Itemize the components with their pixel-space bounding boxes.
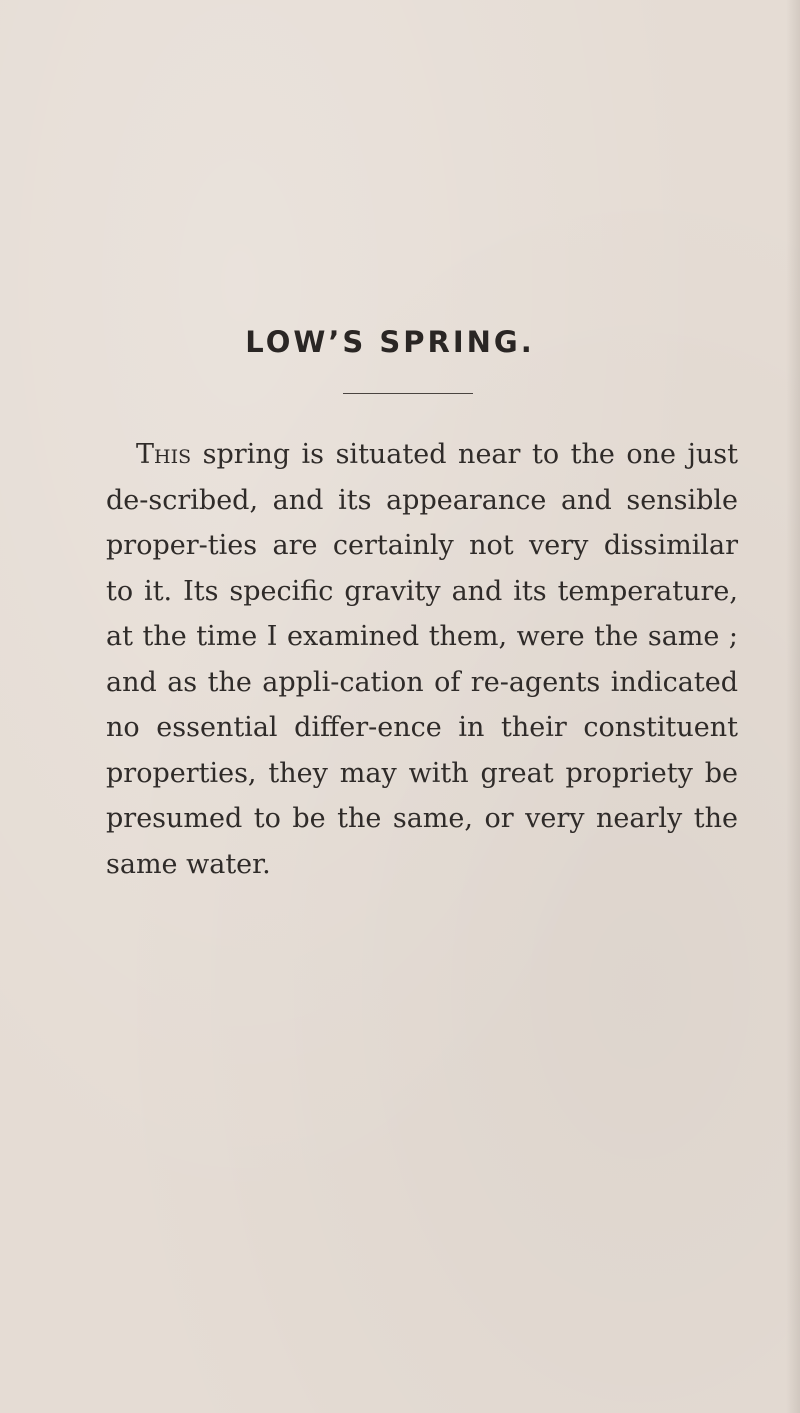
body-paragraph — [106, 432, 738, 887]
title-divider-rule — [343, 393, 473, 394]
paragraph-text: spring is situated near to the one just de-scribed, and its appearance and sensible proper-ties are certainly not very dissimilar to it. Its specific gravity and its temperature, at the time I examined them, were the same ; and as the appli-cation of re-agents indicated no essential differ-ence in their constituent properties, they may with great propriety be presumed to be the same, or very nearly the same water. — [106, 439, 738, 880]
section-title: LOW’S SPRING. — [245, 325, 535, 359]
page-edge-shadow — [786, 0, 800, 1413]
paragraph-lead-word: This — [136, 439, 192, 470]
